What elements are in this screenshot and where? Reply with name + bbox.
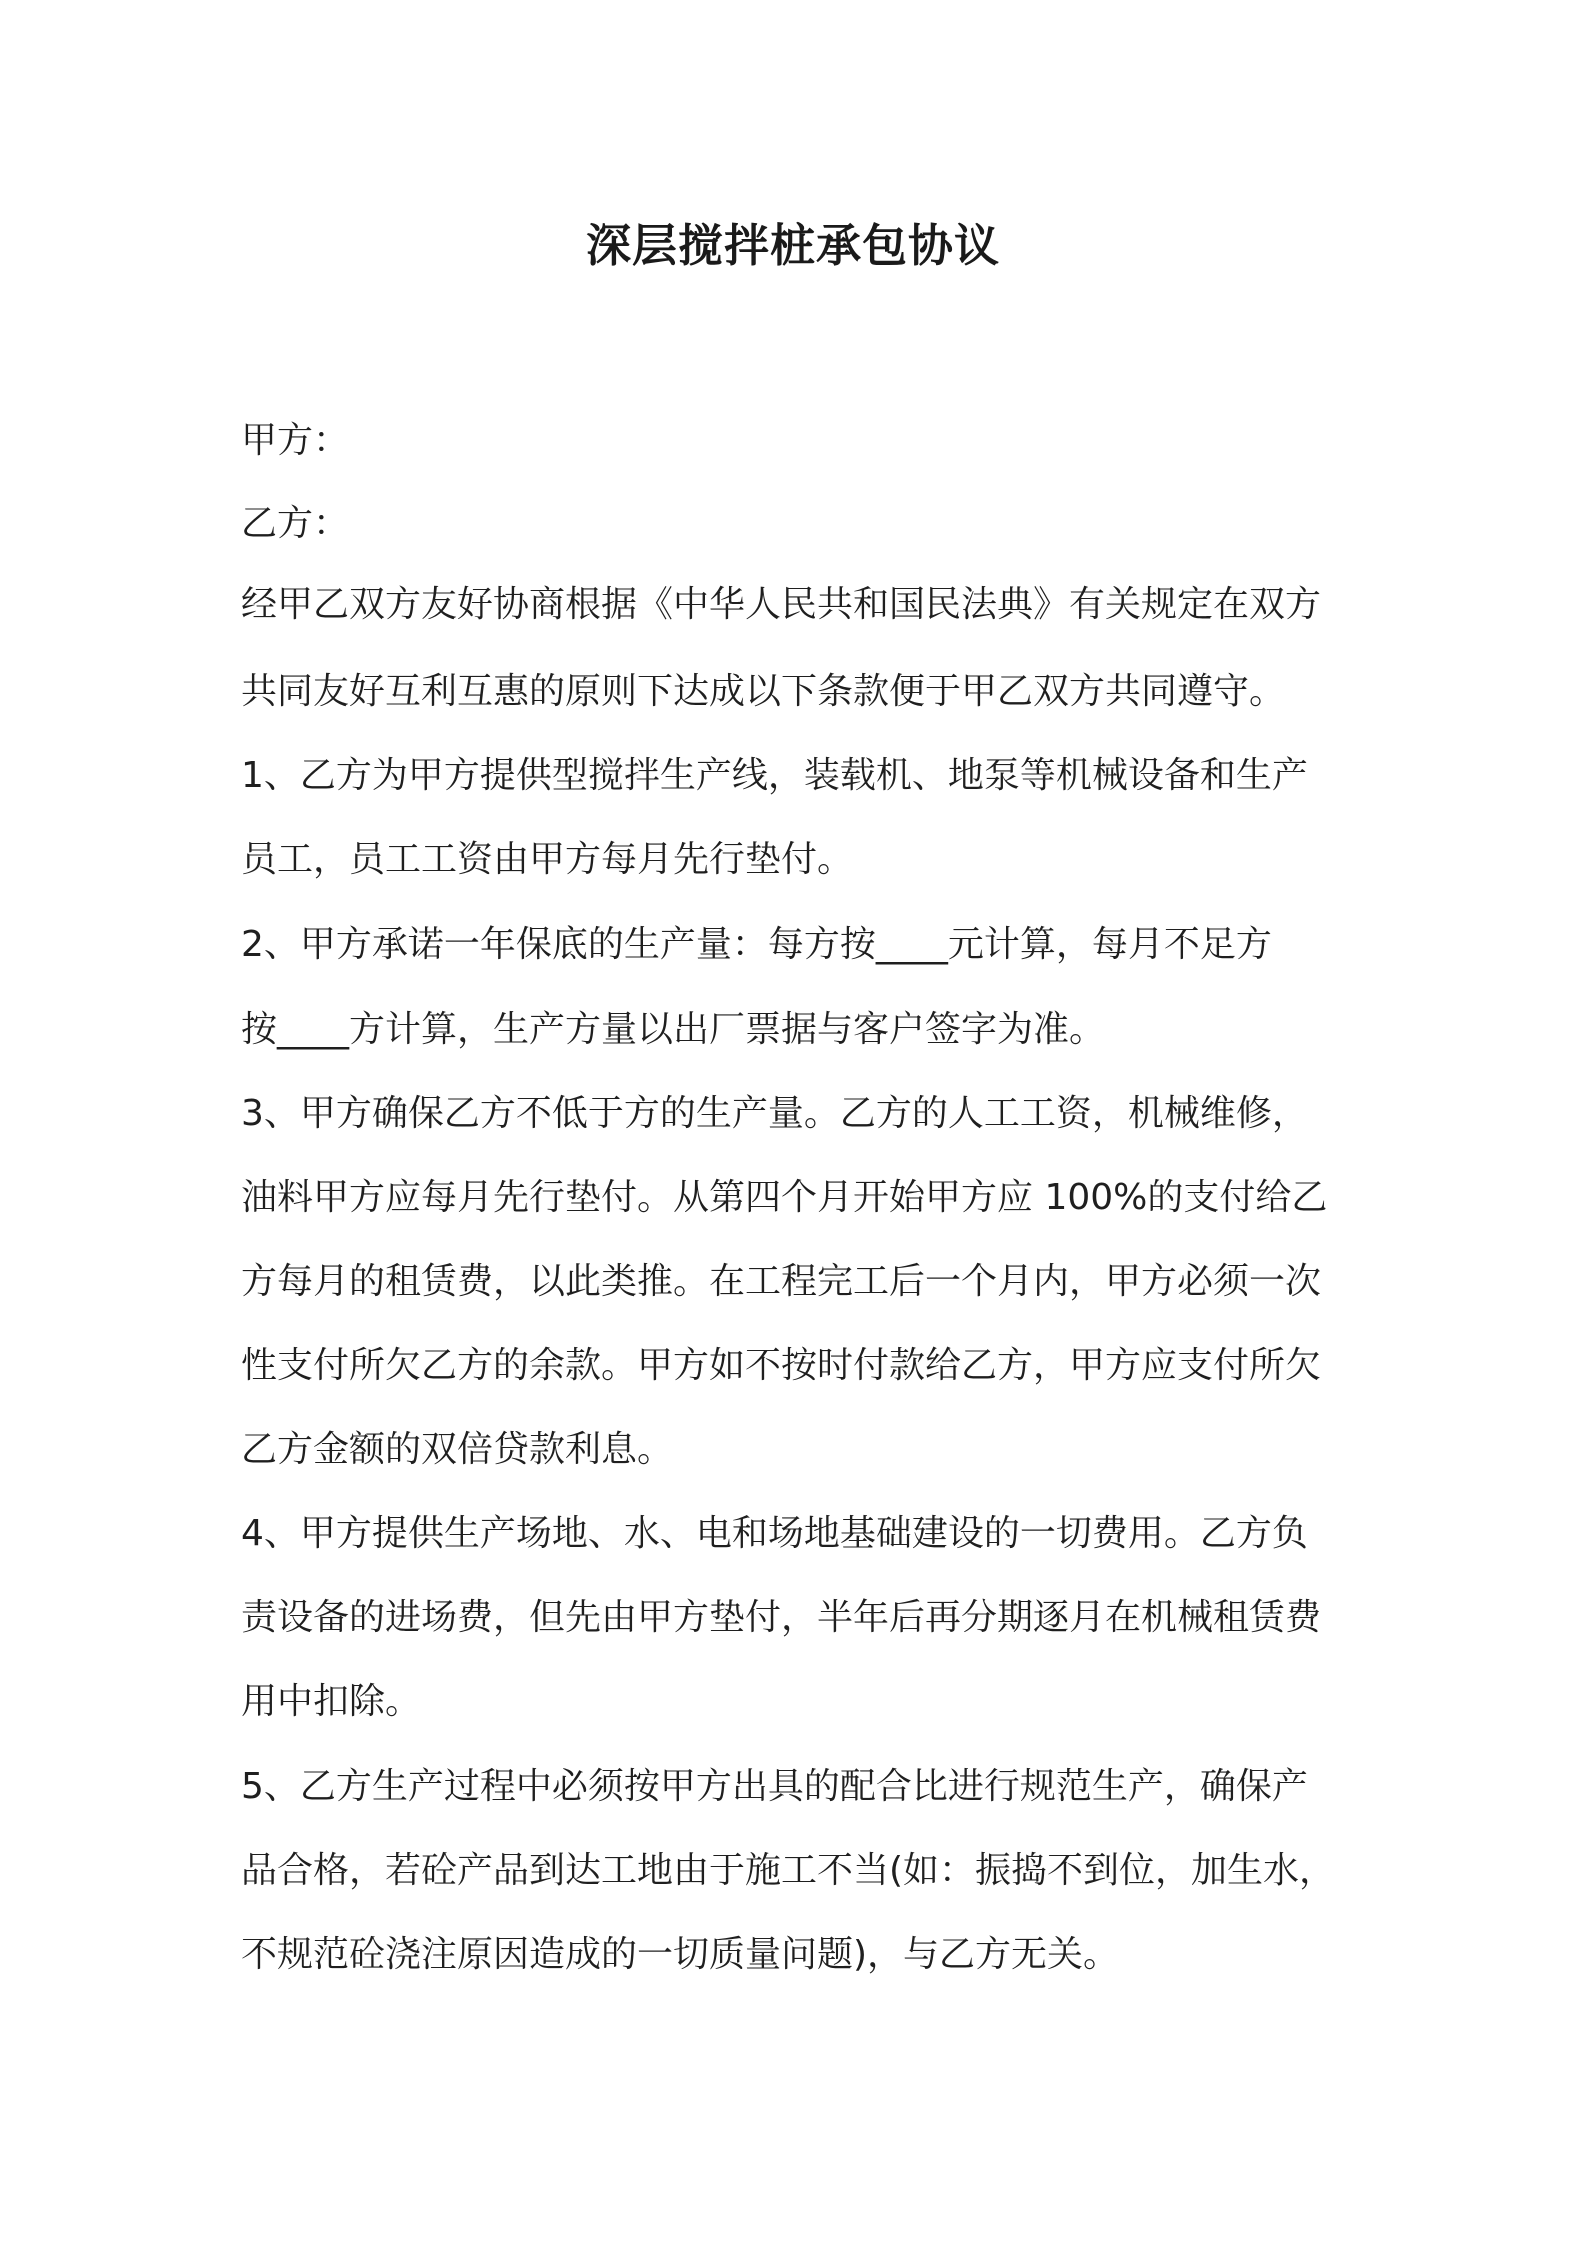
clause-3-line-3: 方每月的租赁费，以此类推。在工程完工后一个月内，甲方必须一次 [241,1261,1322,1302]
party-b-line: 乙方： [241,503,350,544]
clause-5-line-3: 不规范砼浇注原因造成的一切质量问题)，与乙方无关。 [241,1934,1120,1975]
clause-1-line-2: 员工，员工工资由甲方每月先行垫付。 [241,839,854,880]
party-a-line: 甲方： [241,420,350,461]
clause-3-line-4: 性支付所欠乙方的余款。甲方如不按时付款给乙方，甲方应支付所欠 [241,1345,1322,1386]
clause-3-line-2: 油料甲方应每月先行垫付。从第四个月开始甲方应 100%的支付给乙 [241,1177,1328,1218]
clause-2-line-1: 2、甲方承诺一年保底的生产量：每方按____元计算，每月不足方 [241,924,1272,965]
clause-4-line-1: 4、甲方提供生产场地、水、电和场地基础建设的一切费用。乙方负 [241,1513,1308,1554]
document-title: 深层搅拌桩承包协议 [585,219,1000,272]
clause-3-line-5: 乙方金额的双倍贷款利息。 [241,1429,674,1470]
clause-2-line-2: 按____方计算，生产方量以出厂票据与客户签字为准。 [241,1009,1106,1050]
preamble-line-2: 共同友好互利互惠的原则下达成以下条款便于甲乙双方共同遵守。 [241,671,1286,712]
preamble-line-1: 经甲乙双方友好协商根据《中华人民共和国民法典》有关规定在双方 [241,584,1322,625]
clause-5-line-2: 品合格，若砼产品到达工地由于施工不当(如：振捣不到位，加生水， [241,1850,1336,1891]
clause-4-line-3: 用中扣除。 [241,1681,422,1722]
clause-1-line-1: 1、乙方为甲方提供型搅拌生产线，装载机、地泵等机械设备和生产 [241,755,1308,796]
clause-5-line-1: 5、乙方生产过程中必须按甲方出具的配合比进行规范生产，确保产 [241,1766,1308,1807]
clause-4-line-2: 责设备的进场费，但先由甲方垫付，半年后再分期逐月在机械租赁费 [241,1597,1322,1638]
clause-3-line-1: 3、甲方确保乙方不低于方的生产量。乙方的人工工资，机械维修， [241,1093,1308,1134]
